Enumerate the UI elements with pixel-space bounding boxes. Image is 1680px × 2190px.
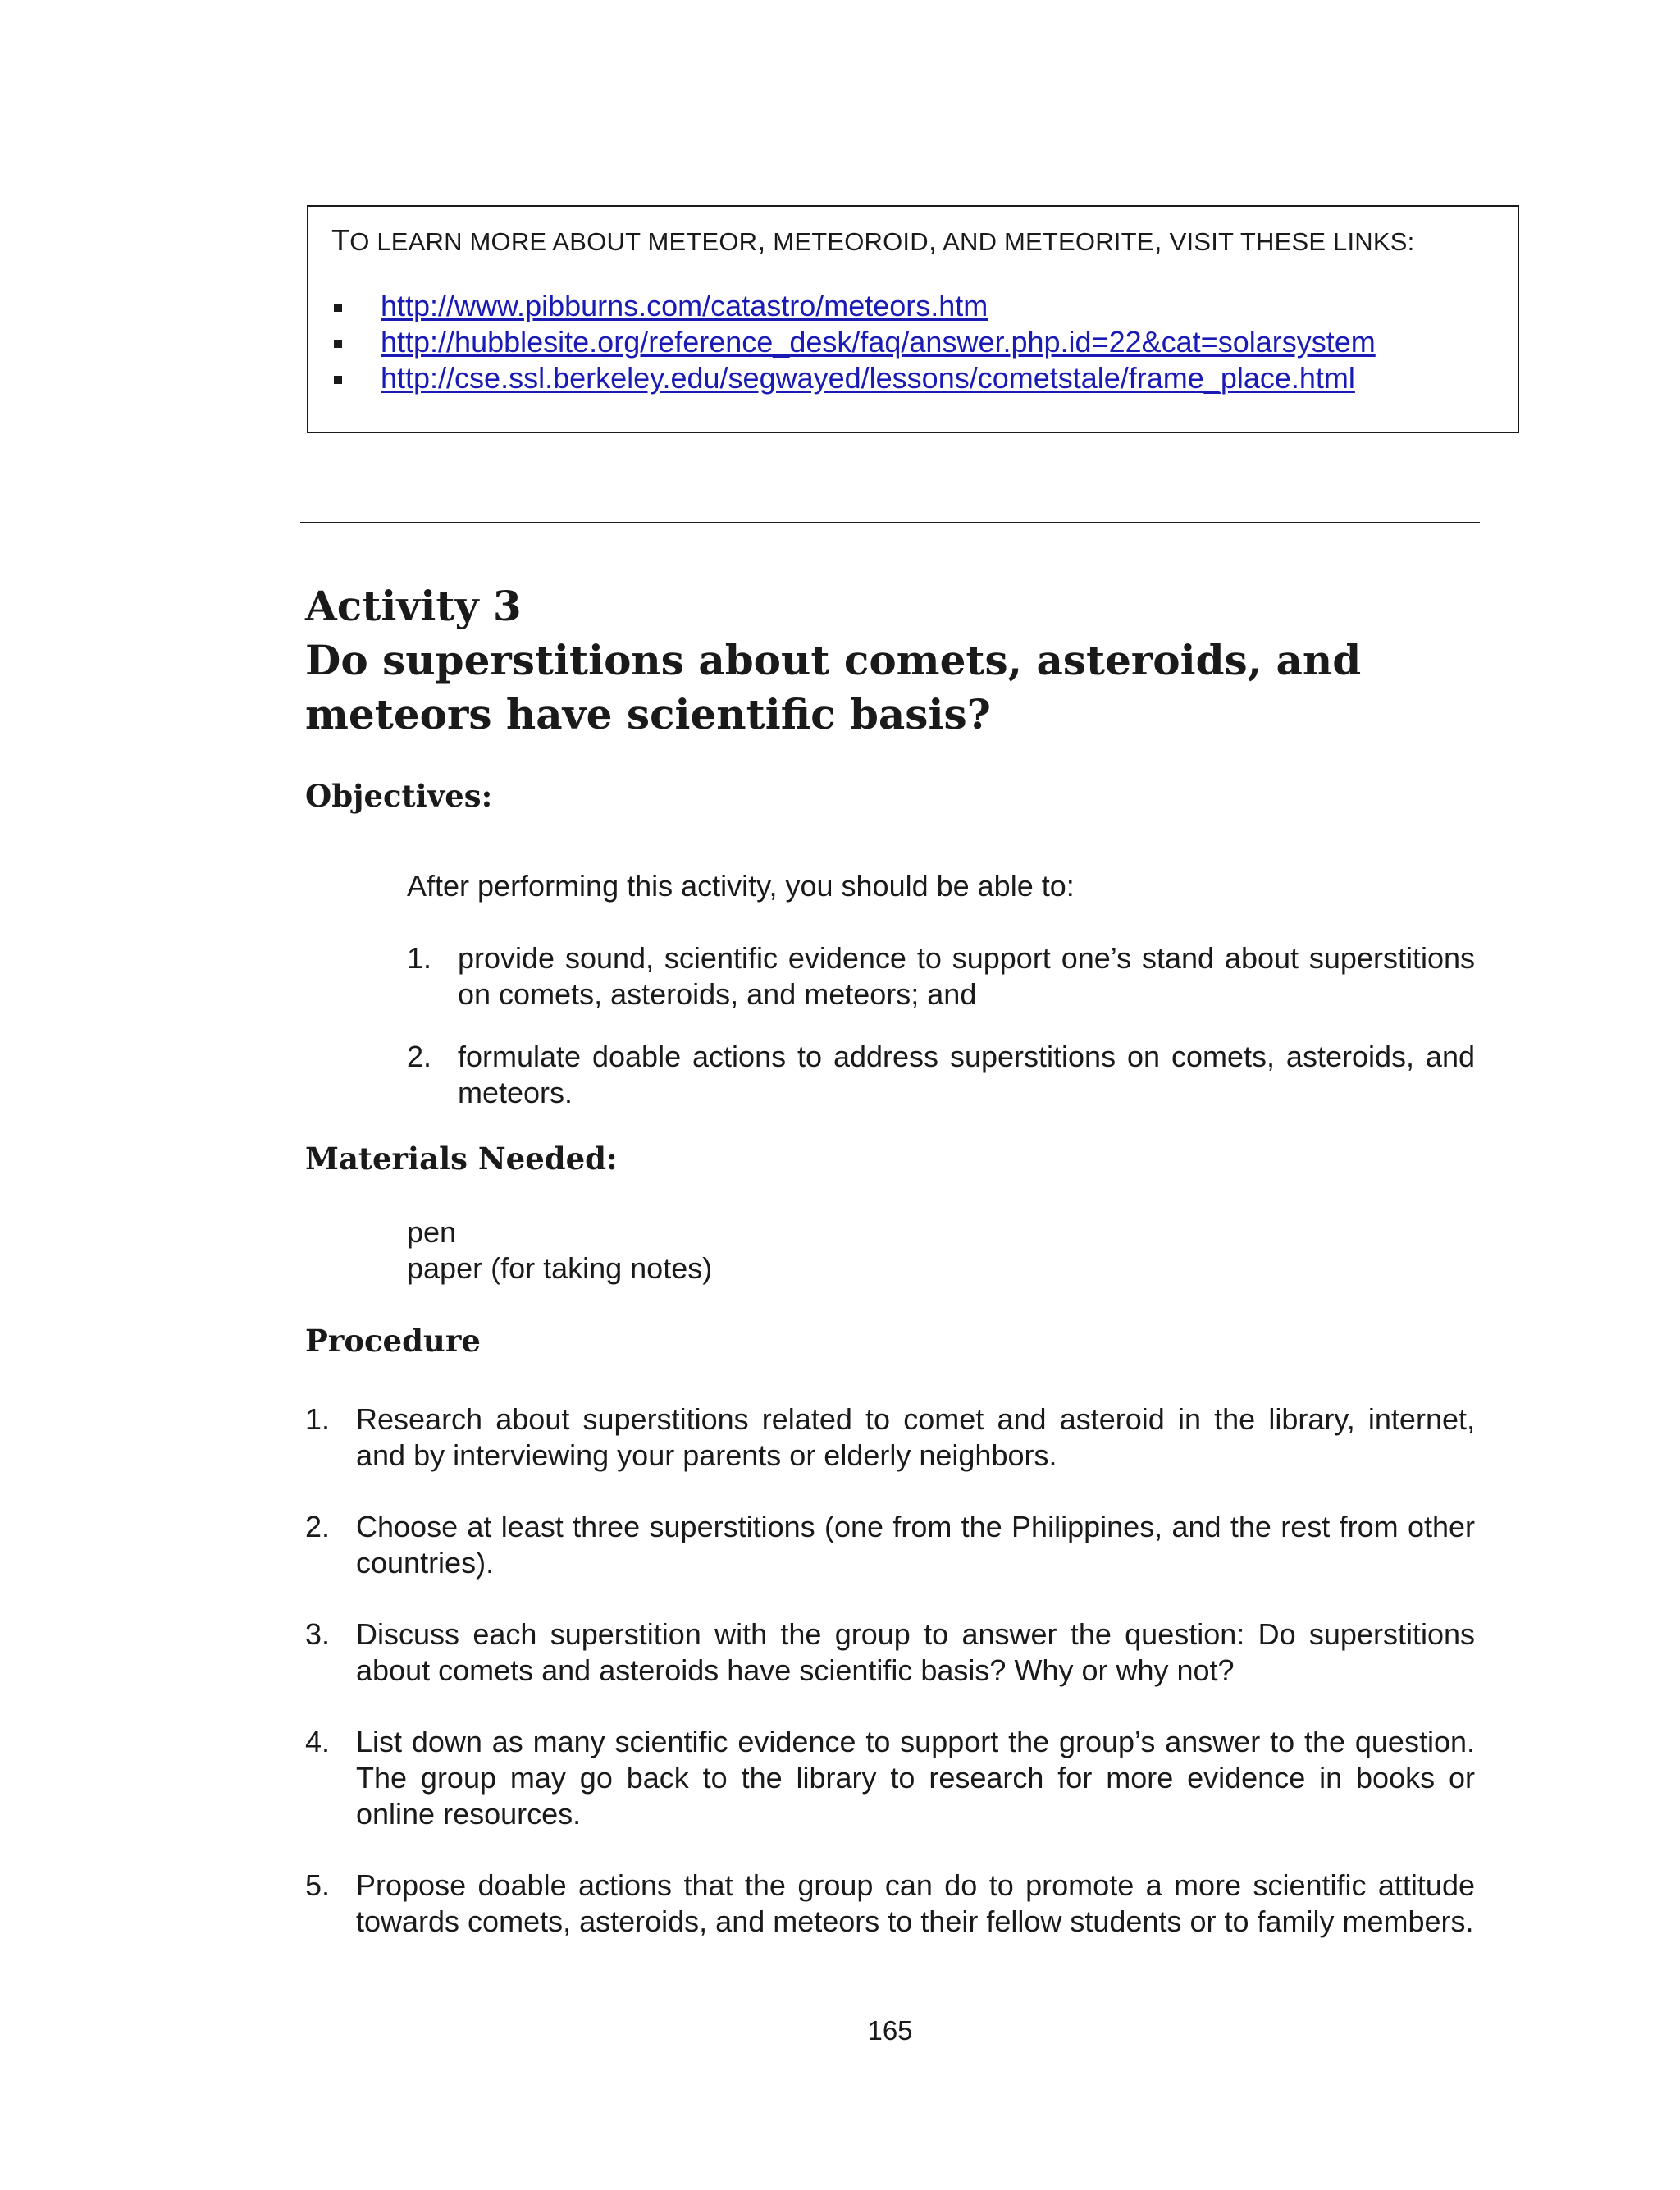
procedure-step: 1. Research about superstitions related to comet and asteroid in the library, internet, and by interviewing your parents or elderly neighbors. [305, 1402, 1475, 1472]
activity-title [305, 579, 1503, 742]
square-bullet-icon [334, 376, 342, 384]
procedure-step: 3. Discuss each superstition with the group to answer the question: Do superstitions about comets and asteroids have scientific basis? Why or why not? [305, 1617, 1475, 1687]
links-box-heading: TO LEARN MORE ABOUT METEOR, METEOROID, AND METEORITE, VISIT THESE LINKS: [331, 223, 1415, 257]
link-berkeley-cometstale[interactable]: http://cse.ssl.berkeley.edu/segwayed/lessons/cometstale/frame_place.html [381, 361, 1355, 395]
objectives-intro: After performing this activity, you should be able to: [407, 869, 1075, 903]
procedure-step: 4. List down as many scientific evidence to support the group’s answer to the question. The group may go back to the library to research for more evidence in books or online resources. [305, 1725, 1475, 1831]
activity-question-line-1: Do superstitions about comets, asteroids, and [305, 636, 1362, 684]
square-bullet-icon [334, 304, 342, 312]
objectives-heading: Objectives: [305, 778, 493, 814]
material-item-paper: paper (for taking notes) [407, 1251, 713, 1285]
procedure-step: 5. Propose doable actions that the group can do to promote a more scientific attitude towards comets, asteroids, and meteors to their fellow students or to family members. [305, 1868, 1475, 1938]
procedure-step: 2. Choose at least three superstitions (one from the Philippines, and the rest from other countries). [305, 1510, 1475, 1580]
page-number: 165 [867, 2015, 913, 2046]
activity-number: Activity 3 [305, 582, 522, 630]
link-pibburns-meteors[interactable]: http://www.pibburns.com/catastro/meteors.htm [381, 289, 988, 322]
links-box [307, 205, 1519, 433]
material-item-pen: pen [407, 1215, 457, 1249]
link-hubblesite-faq[interactable]: http://hubblesite.org/reference_desk/faq/answer.php.id=22&cat=solarsystem [381, 325, 1376, 359]
materials-heading: Materials Needed: [305, 1141, 618, 1177]
activity-question-line-2: meteors have scientific basis? [305, 690, 991, 738]
objective-item: 2. formulate doable actions to address superstitions on comets, asteroids, and meteors. [407, 1040, 1475, 1109]
procedure-heading: Procedure [305, 1323, 481, 1359]
square-bullet-icon [334, 340, 342, 348]
section-divider [300, 522, 1480, 523]
objective-item: 1. provide sound, scientific evidence to support one’s stand about superstitions on comets, asteroids, and meteors; and [407, 941, 1475, 1011]
